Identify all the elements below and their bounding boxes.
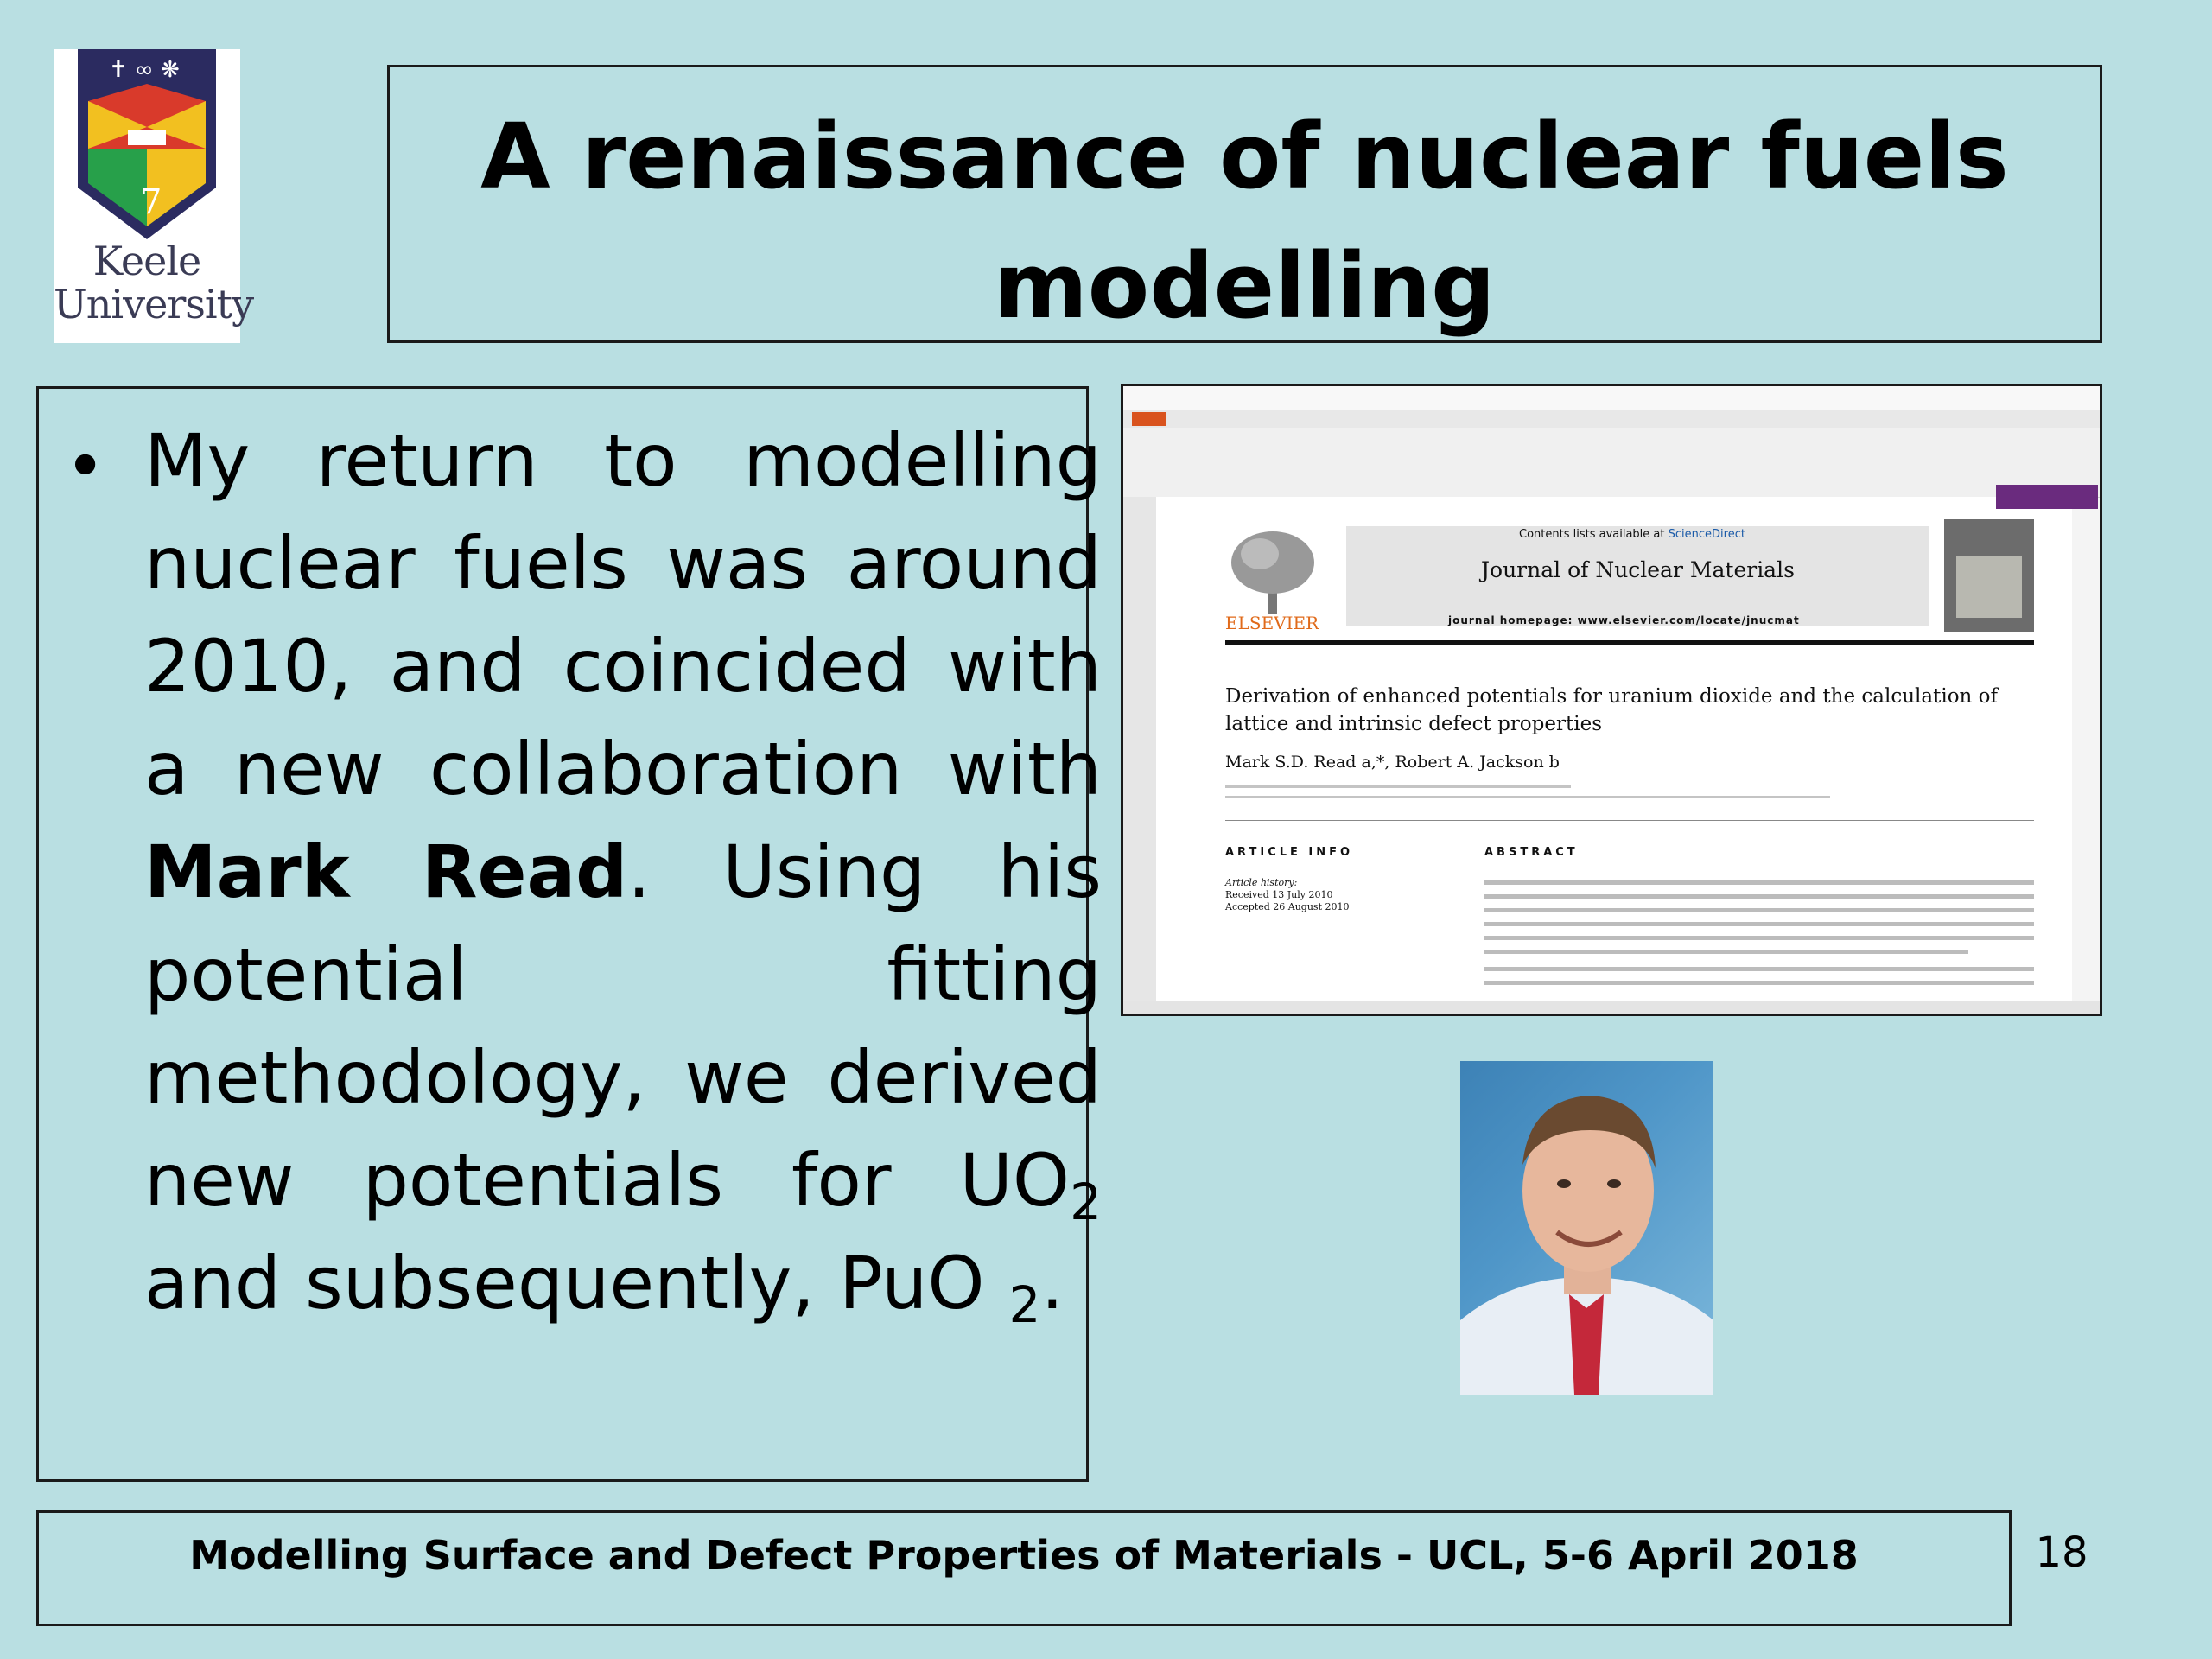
svg-text:✝ ∞ ❋: ✝ ∞ ❋	[109, 57, 180, 83]
formula-subscript: 2	[1008, 1275, 1041, 1334]
word: a	[144, 727, 189, 811]
reader-ribbon	[1123, 428, 2100, 498]
word: and	[144, 1241, 282, 1325]
publisher-name: ELSEVIER	[1225, 613, 1319, 633]
collaborator-surname: Read	[421, 830, 628, 914]
bullet-point-icon: •	[65, 426, 106, 506]
text-line	[144, 821, 1102, 924]
word: modelling	[743, 418, 1102, 503]
word: potentials	[362, 1138, 724, 1223]
contents-lists-label: Contents lists available at ScienceDirect	[1519, 528, 1745, 541]
journal-cover-image	[1956, 556, 2022, 618]
abstract-text-line	[1484, 908, 2034, 912]
reader-sidebar	[1123, 497, 1156, 1012]
affiliation-line	[1225, 796, 1830, 798]
punctuation: .	[627, 830, 651, 914]
word: coincided	[563, 624, 911, 709]
abstract-text-line	[1484, 922, 2034, 926]
university-crest-icon	[69, 49, 225, 257]
text-line	[144, 1129, 1102, 1232]
text-line	[144, 512, 1102, 615]
chemical-formula-uo2	[959, 1129, 1102, 1232]
history-label: Article history:	[1225, 877, 1298, 888]
reader-menu-tabs	[1123, 410, 2100, 428]
word: 2010,	[144, 624, 353, 709]
chemical-formula-puo2	[839, 1232, 1088, 1335]
word: his	[997, 830, 1102, 914]
page-number: 18	[2035, 1529, 2088, 1577]
abstract-text-line	[1484, 981, 2034, 985]
word: new	[144, 1138, 295, 1223]
word-group	[422, 821, 651, 924]
slide-title-line2: modelling	[994, 233, 1496, 339]
word: derived	[827, 1035, 1102, 1120]
person-photo-icon	[1460, 1061, 1713, 1395]
journal-name: Journal of Nuclear Materials	[1481, 557, 1795, 582]
text-line	[144, 1232, 1102, 1335]
svg-text:7: 7	[140, 182, 162, 222]
punctuation: .	[1040, 1241, 1065, 1325]
word: new	[233, 727, 385, 811]
word: methodology,	[144, 1035, 646, 1120]
keele-university-logo	[54, 49, 254, 343]
article-authors: Mark S.D. Read a,*, Robert A. Jackson b	[1225, 753, 1560, 772]
abstract-text-line	[1484, 936, 2034, 940]
word: and	[389, 624, 526, 709]
word: we	[684, 1035, 789, 1120]
reader-titlebar	[1123, 386, 2100, 411]
received-date: Received 13 July 2010	[1225, 889, 1333, 900]
reader-statusbar	[1123, 1001, 2100, 1014]
slide-title-box	[387, 65, 2102, 343]
article-info-heading: ARTICLE INFO	[1225, 846, 1354, 859]
elsevier-tree-icon	[1225, 528, 1320, 618]
formula-base: PuO	[838, 1241, 985, 1325]
text-line	[144, 718, 1102, 821]
word: potential	[144, 932, 467, 1017]
text-line	[144, 1027, 1102, 1129]
word: with	[947, 727, 1102, 811]
affiliation-line	[1225, 785, 1571, 788]
formula-subscript: 2	[1070, 1173, 1102, 1231]
article-screenshot	[1121, 384, 2102, 1016]
slide-title	[390, 92, 2100, 351]
sciencedirect-link: ScienceDirect	[1668, 528, 1745, 541]
word: collaboration	[429, 727, 903, 811]
logo-word-university: University	[54, 281, 254, 327]
formula-base: UO	[959, 1138, 1071, 1223]
word: around	[846, 521, 1102, 606]
word: was	[666, 521, 809, 606]
abstract-text-line	[1484, 967, 2034, 971]
collaborator-name: Mark	[144, 830, 350, 914]
divider	[1225, 820, 2034, 821]
word: nuclear	[144, 521, 416, 606]
text-line	[144, 410, 1102, 512]
edit-pdf-button	[1996, 485, 2098, 509]
footer-text: Modelling Surface and Defect Properties of Materials - UCL, 5-6 April 2018	[189, 1532, 1859, 1579]
word: for	[791, 1138, 892, 1223]
slide-title-line1: A renaissance of nuclear fuels	[480, 104, 2009, 209]
logo-word-keele: Keele	[92, 238, 201, 284]
text-line	[144, 615, 1102, 718]
accepted-date: Accepted 26 August 2010	[1225, 901, 1350, 912]
article-title-line1: Derivation of enhanced potentials for uranium dioxide and the calculation of	[1225, 685, 1999, 708]
abstract-text-line	[1484, 880, 2034, 885]
bullet-paragraph	[144, 410, 1102, 1335]
word: fitting	[887, 932, 1102, 1017]
word: My	[144, 418, 251, 503]
journal-homepage: journal homepage: www.elsevier.com/locate/jnucmat	[1448, 614, 1800, 626]
word: to	[604, 418, 677, 503]
header-rule	[1225, 640, 2034, 645]
content-box	[36, 386, 1102, 1482]
word: Using	[722, 830, 926, 914]
article-title-line2: lattice and intrinsic defect properties	[1225, 713, 1603, 735]
abstract-heading: ABSTRACT	[1484, 846, 1579, 859]
word: subsequently,	[305, 1241, 815, 1325]
word: fuels	[454, 521, 628, 606]
abstract-text-line	[1484, 950, 1968, 954]
reader-file-tab	[1132, 412, 1166, 426]
word: with	[947, 624, 1102, 709]
text-line	[144, 924, 1102, 1027]
abstract-text-line	[1484, 894, 2034, 899]
footer-box	[36, 1510, 2012, 1626]
portrait-photo	[1460, 1061, 1713, 1395]
word: return	[315, 418, 538, 503]
